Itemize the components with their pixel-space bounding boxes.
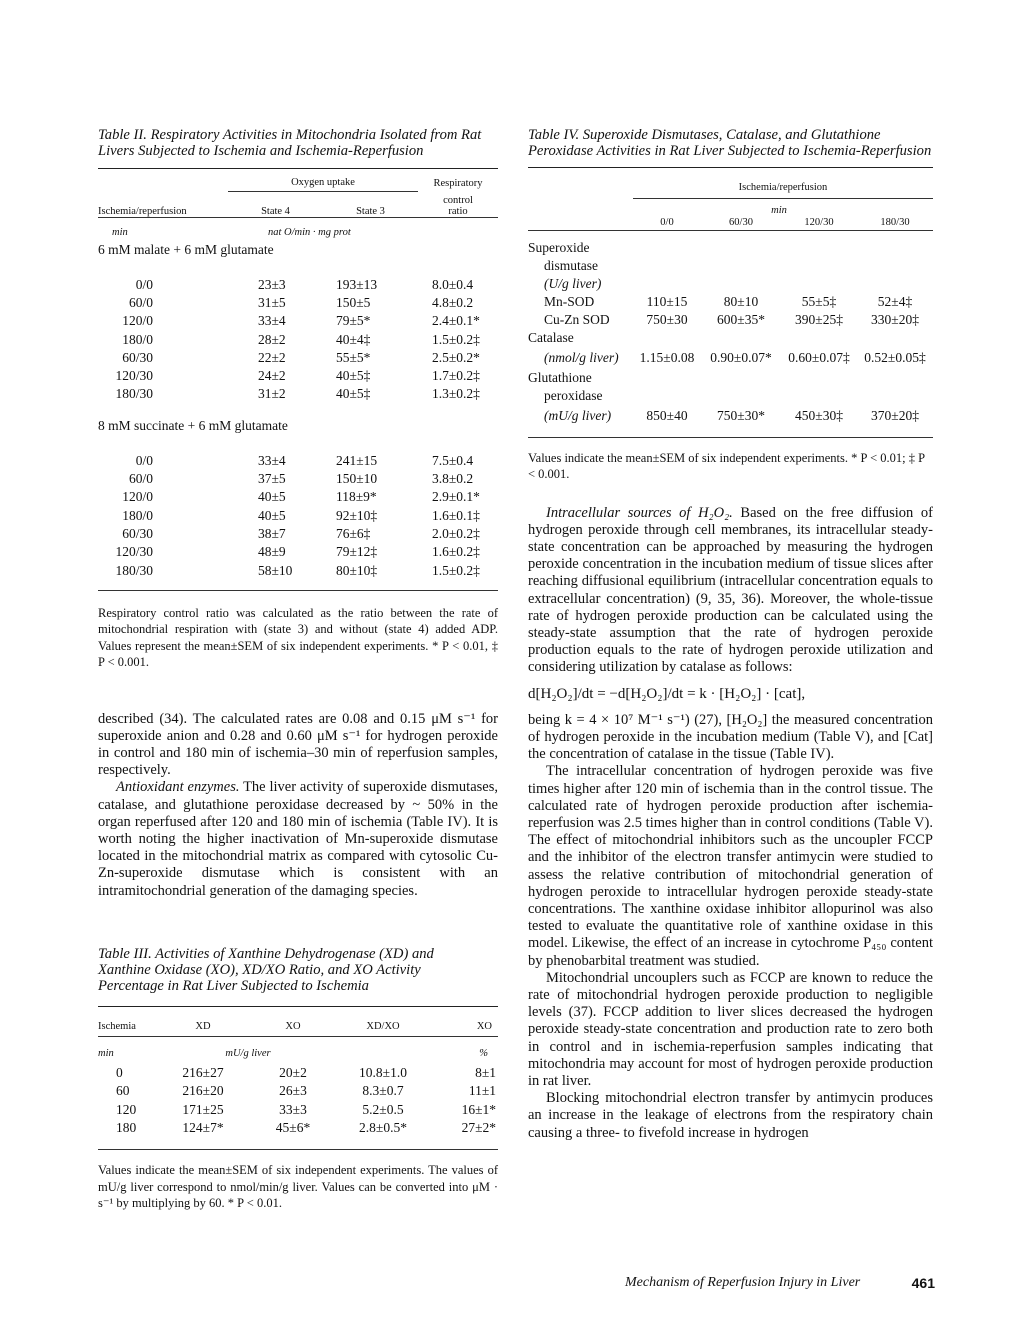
page-footer (625, 1275, 935, 1291)
table-cell: 1.15±0.08 (639, 349, 695, 365)
table3 (98, 1017, 498, 1138)
table-cell: 26±3 (279, 1083, 307, 1099)
table4-col-180-30: 180/30 (880, 217, 910, 229)
table-cell: 80±10 (723, 293, 759, 309)
table-cell: 1.5±0.2‡ (432, 562, 480, 578)
table-cell: 60 (116, 1083, 130, 1099)
left-body-text (98, 711, 498, 900)
table-cell: 150±10 (336, 471, 378, 487)
table2-head-rcr1: Respiratory (433, 177, 483, 189)
table-cell: 0.52±0.05‡ (864, 349, 926, 365)
table-cell: 2.8±0.5* (359, 1120, 407, 1136)
table-row (98, 312, 498, 330)
table-cell: 750±30* (717, 407, 765, 423)
table4-label-cu: Cu-Zn SOD (544, 311, 610, 327)
table-cell: 180 (116, 1120, 137, 1136)
table4-row-gpx (528, 405, 933, 427)
table-cell: 180/0 (122, 507, 153, 523)
table-row (98, 330, 498, 348)
table-cell: 1.6±0.2‡ (432, 544, 480, 560)
table-cell: 450±30‡ (795, 407, 843, 423)
table-cell: 55±5‡ (801, 293, 837, 309)
table-cell: 92±10‡ (336, 507, 378, 523)
table4-col-120-30: 120/30 (804, 217, 834, 229)
table-cell: 60/0 (128, 471, 153, 487)
table4-col-60-30: 60/30 (729, 217, 753, 229)
left-paragraph-2-text: The liver activity of superoxide dismutases, catalase, and glutathione peroxidase decreased by ~ 50% in the organ reperfused after 120 and 180 min of ischemia (Table IV). It is worth noting the higher inactivation of Mn-superoxide dismutase located in the mitochondrial matrix as compared with cytosolic Cu-Zn-superoxide dismutase which is consistent with an intramitochondrial generation of the damaging species. (98, 779, 498, 899)
table-cell: 8.3±0.7 (362, 1083, 404, 1099)
right-paragraph-4: Mitochondrial uncouplers such as FCCP are known to reduce the rate of mitochondrial hydrogen peroxide production to negligible levels (37). FCCP addition to liver slices decreased the hydrogen peroxide steady-state concentration and production rate to zero both in control and in ischemia-reperfusion samples indicating that mitochondria may account for most of hydrogen peroxide production in rat liver. (528, 969, 933, 1089)
left-paragraph-1: described (34). The calculated rates are 0.08 and 0.15 μM s⁻¹ for superoxide anion and 0.28 and 0.60 μM s⁻¹ for hydrogen peroxide in control and 180 min of ischemia–30 min of reperfusion samples, respectively. (98, 710, 498, 779)
table4-label-sod3: (U/g liver) (544, 275, 602, 291)
table-row (98, 276, 498, 294)
table-cell: 180/0 (122, 331, 153, 347)
table2-head-col1: Ischemia/reperfusion (98, 205, 187, 217)
table-cell: 216±20 (182, 1083, 224, 1099)
table-cell: 60/30 (122, 525, 153, 541)
table-cell: 40±5 (258, 489, 286, 505)
table-row (98, 488, 498, 506)
table-cell: 2.0±0.2‡ (432, 525, 480, 541)
table2-head-state3: State 3 (356, 205, 385, 217)
table-cell: 216±27 (182, 1064, 224, 1080)
table-cell: 120/0 (122, 489, 153, 505)
table2 (98, 175, 498, 580)
table-cell: 76±6‡ (336, 525, 371, 541)
table-cell: 2.9±0.1* (432, 489, 480, 505)
table2-unit-min: min (112, 227, 128, 238)
table4-row-cuzn-sod (528, 311, 933, 329)
table-cell: 8±1 (475, 1064, 496, 1080)
table3-body (98, 1063, 498, 1137)
table-cell: 8.0±0.4 (432, 276, 474, 292)
table2-section-title: 6 mM malate + 6 mM glutamate (98, 241, 274, 257)
table4-unit-min: min (771, 205, 787, 216)
table-cell: 52±4‡ (877, 293, 913, 309)
table3-unit-mid: mU/g liver (225, 1047, 271, 1059)
table-cell: 120 (116, 1101, 137, 1117)
table-cell: 40±5‡ (336, 386, 371, 402)
table-cell: 2.5±0.2* (432, 349, 480, 365)
table-cell: 79±5* (336, 313, 371, 329)
table-cell: 330±20‡ (871, 311, 919, 327)
table2-note: Respiratory control ratio was calculated as the ratio between the rate of mitochondrial respiration with (state 3) and without (state 4) added ADP. Values represent the mean±SEM of six independent experiments. * P < 0.01, ‡ P < 0.001. (98, 605, 498, 670)
table-cell: 37±5 (258, 471, 286, 487)
table-cell: 79±12‡ (336, 544, 378, 560)
intracellular-heading: Intracellular sources of H₂O₂. (546, 504, 733, 521)
table-cell: 850±40 (646, 407, 688, 423)
table-cell: 241±15 (336, 452, 378, 468)
table4-label-cat2: (nmol/g liver) (544, 349, 619, 365)
table-cell: 38±7 (258, 525, 286, 541)
table-row (98, 1082, 498, 1101)
table3-head-xo: XO (285, 1021, 301, 1033)
table-cell: 40±4‡ (336, 331, 371, 347)
table2-unit: nat O/min · mg prot (268, 227, 351, 238)
table-row (98, 1063, 498, 1082)
table-cell: 1.7±0.2‡ (432, 368, 480, 384)
table-cell: 180/30 (115, 386, 153, 402)
table-cell: 33±4 (258, 313, 286, 329)
table-row (98, 349, 498, 367)
table-cell: 120/30 (115, 544, 153, 560)
table-cell: 150±5 (336, 294, 371, 310)
table4-label-gp1: Glutathione (528, 369, 592, 385)
table-cell: 120/0 (122, 313, 153, 329)
table2-head-rcr3: ratio (448, 205, 468, 217)
table-cell: 7.5±0.4 (432, 452, 474, 468)
table-cell: 40±5 (258, 507, 286, 523)
table-cell: 11±1 (468, 1083, 496, 1099)
table2-head-rcr2: control (443, 194, 473, 206)
table-cell: 0.60±0.07‡ (788, 349, 850, 365)
table-row (98, 543, 498, 561)
table-cell: 0 (116, 1064, 123, 1080)
table3-head-xdxo: XD/XO (366, 1021, 400, 1033)
table-cell: 1.3±0.2‡ (432, 386, 480, 402)
table-cell: 58±10 (258, 562, 293, 578)
table2-caption: Table II. Respiratory Activities in Mitochondria Isolated from Rat Livers Subjected to Ischemia and Ischemia-Reperfusion (98, 127, 482, 159)
table-cell: 33±3 (279, 1101, 307, 1117)
table-cell: 1.6±0.1‡ (432, 507, 480, 523)
table4-label-sod: Superoxide (528, 239, 590, 255)
table3-unit-min: min (98, 1047, 114, 1059)
table-cell: 55±5* (336, 349, 371, 365)
table-cell: 750±30 (646, 311, 688, 327)
table-cell: 3.8±0.2 (432, 471, 474, 487)
right-paragraph-1 (528, 505, 933, 677)
table-cell: 24±2 (258, 368, 286, 384)
table-row (98, 506, 498, 524)
equation: d[H₂O₂]/dt = −d[H₂O₂]/dt = k · [H₂O₂] · [cat], (528, 685, 806, 702)
right-body-text (528, 505, 933, 1142)
table-cell: 45±6* (275, 1120, 311, 1136)
table2-group-oxygen-uptake: Oxygen uptake (228, 175, 418, 191)
table4-row-mn-sod (528, 293, 933, 311)
table3-head-xo-pct: XO (476, 1021, 492, 1033)
table3-head-xd: XD (195, 1021, 211, 1033)
table-cell: 4.8±0.2 (432, 294, 474, 310)
table-cell: 31±2 (258, 386, 286, 402)
table-cell: 60/0 (128, 294, 153, 310)
table-cell: 27±2* (461, 1120, 496, 1136)
table4 (528, 178, 933, 427)
table-cell: 193±13 (336, 276, 378, 292)
table-cell: 28±2 (258, 331, 286, 347)
table-cell: 180/30 (115, 562, 153, 578)
table3-note: Values indicate the mean±SEM of six independent experiments. The values of mU/g liver correspond to nmol/min/g liver. Values can be converted into μM · s⁻¹ by multiplying by 60. * P < 0.01. (98, 1163, 498, 1211)
table-row (98, 1119, 498, 1138)
table-cell: 171±25 (182, 1101, 224, 1117)
table-cell: 2.4±0.1* (432, 313, 480, 329)
table2-head-state4: State 4 (261, 205, 290, 217)
table4-col-0-0: 0/0 (660, 217, 674, 229)
table-cell: 124±7* (182, 1120, 224, 1136)
table-cell: 80±10‡ (336, 562, 378, 578)
table-cell: 20±2 (279, 1064, 307, 1080)
table4-label-mn: Mn-SOD (544, 293, 595, 309)
table-cell: 22±2 (258, 349, 286, 365)
table-cell: 0/0 (135, 276, 153, 292)
table-row (98, 525, 498, 543)
right-paragraph-5: Blocking mitochondrial electron transfer by antimycin produces an increase in the leakage of electrons from the respiratory chain causing a three- to fivefold increase in hydrogen (528, 1090, 933, 1141)
left-column (98, 127, 498, 1212)
table-cell: 48±9 (258, 544, 286, 560)
table-cell: 23±3 (258, 276, 286, 292)
table3-unit-pct: % (479, 1047, 488, 1059)
table4-label-sod2: dismutase (544, 257, 598, 273)
table4-row-catalase (528, 347, 933, 369)
running-title: Mechanism of Reperfusion Injury in Liver (625, 1275, 861, 1290)
table-cell: 600±35* (717, 311, 765, 327)
table-cell: 16±1* (461, 1101, 496, 1117)
table-row (98, 452, 498, 470)
table-cell: 110±15 (646, 293, 688, 309)
left-paragraph-2 (98, 779, 498, 899)
table-cell: 0.90±0.07* (710, 349, 772, 365)
table-row (98, 1100, 498, 1119)
table3-caption: Table III. Activities of Xanthine Dehydrogenase (XD) and Xanthine Oxidase (XO), XD/XO Ratio, and XO Activity Percentage in Rat Liver Subjected to Ischemia (98, 945, 434, 994)
table-cell: 0/0 (135, 452, 153, 468)
table-cell: 60/30 (122, 349, 153, 365)
table-cell: 390±25‡ (795, 311, 843, 327)
table-cell: 10.8±1.0 (359, 1064, 407, 1080)
table-cell: 33±4 (258, 452, 286, 468)
table-row (98, 561, 498, 579)
page-number: 461 (911, 1275, 935, 1291)
table-row (98, 385, 498, 403)
table4-group: Ischemia/reperfusion (633, 178, 933, 198)
table4-label-catalase: Catalase (528, 329, 574, 345)
right-paragraph-1-text: Based on the free diffusion of hydrogen peroxide through cell membranes, its intracellular steady-state concentration can be approached by measuring the hydrogen peroxide concentration in the incubation medium of tissue slices after reaching diffusional equilibrium (intracellular concentration equals to extracellular concentration) (9, 35, 36). Moreover, the whole-tissue rate of hydrogen peroxide production can be calculated using the steady-state assumption that the rate of hydrogen peroxide production equals to the rate of hydrogen peroxide utilization and considering utilization by catalase as follows: (528, 504, 933, 676)
table-row (98, 294, 498, 312)
table-cell: 5.2±0.5 (362, 1101, 404, 1117)
table4-note: Values indicate the mean±SEM of six independent experiments. * P < 0.01; ‡ P < 0.001. (528, 450, 925, 481)
table4-label-gp3: (mU/g liver) (544, 407, 612, 423)
table-cell: 1.5±0.2‡ (432, 331, 480, 347)
right-paragraph-2: being k = 4 × 10⁷ M⁻¹ s⁻¹) (27), [H₂O₂] the measured concentration of hydrogen peroxide in the incubation medium (Table V), and [Cat] the concentration of catalase in the tissue (Table IV). (528, 711, 933, 763)
table2-body (98, 242, 498, 580)
table4-label-gp2: peroxidase (544, 387, 603, 403)
table2-section-title: 8 mM succinate + 6 mM glutamate (98, 417, 288, 433)
table4-caption: Table IV. Superoxide Dismutases, Catalase, and Glutathione Peroxidase Activities in Rat Liver Subjected to Ischemia-Reperfusion (528, 127, 932, 159)
table-row (98, 367, 498, 385)
table-cell: 118±9* (336, 489, 377, 505)
table-cell: 40±5‡ (336, 368, 371, 384)
table-cell: 370±20‡ (871, 407, 919, 423)
table-row (98, 470, 498, 488)
table-cell: 120/30 (115, 368, 153, 384)
right-paragraph-3: The intracellular concentration of hydrogen peroxide was five times higher after 120 min of ischemia than in the control tissue. The calculated rate of hydrogen peroxide production after ischemia-reperfusion was 2.5 times higher than in control conditions (Table V). The effect of mitochondrial inhibitors such as the uncoupler FCCP and the inhibitor of the electron transfer antimycin were studied to assess the relative contribution of mitochondrial generation of hydrogen peroxide to intracellular hydrogen peroxide steady-state concentrations. The xanthine oxidase inhibitor allopurinol was also tested to evaluate the quantitative role of xanthine oxidase in this model. Likewise, the effect of an increase in cytochrome P₄₅₀ content by phenobarbital treatment was studied. (528, 763, 933, 969)
table3-head-ischemia: Ischemia (98, 1021, 136, 1033)
antioxidant-heading: Antioxidant enzymes. (116, 779, 240, 796)
right-column (528, 127, 933, 1142)
table-cell: 31±5 (258, 294, 286, 310)
